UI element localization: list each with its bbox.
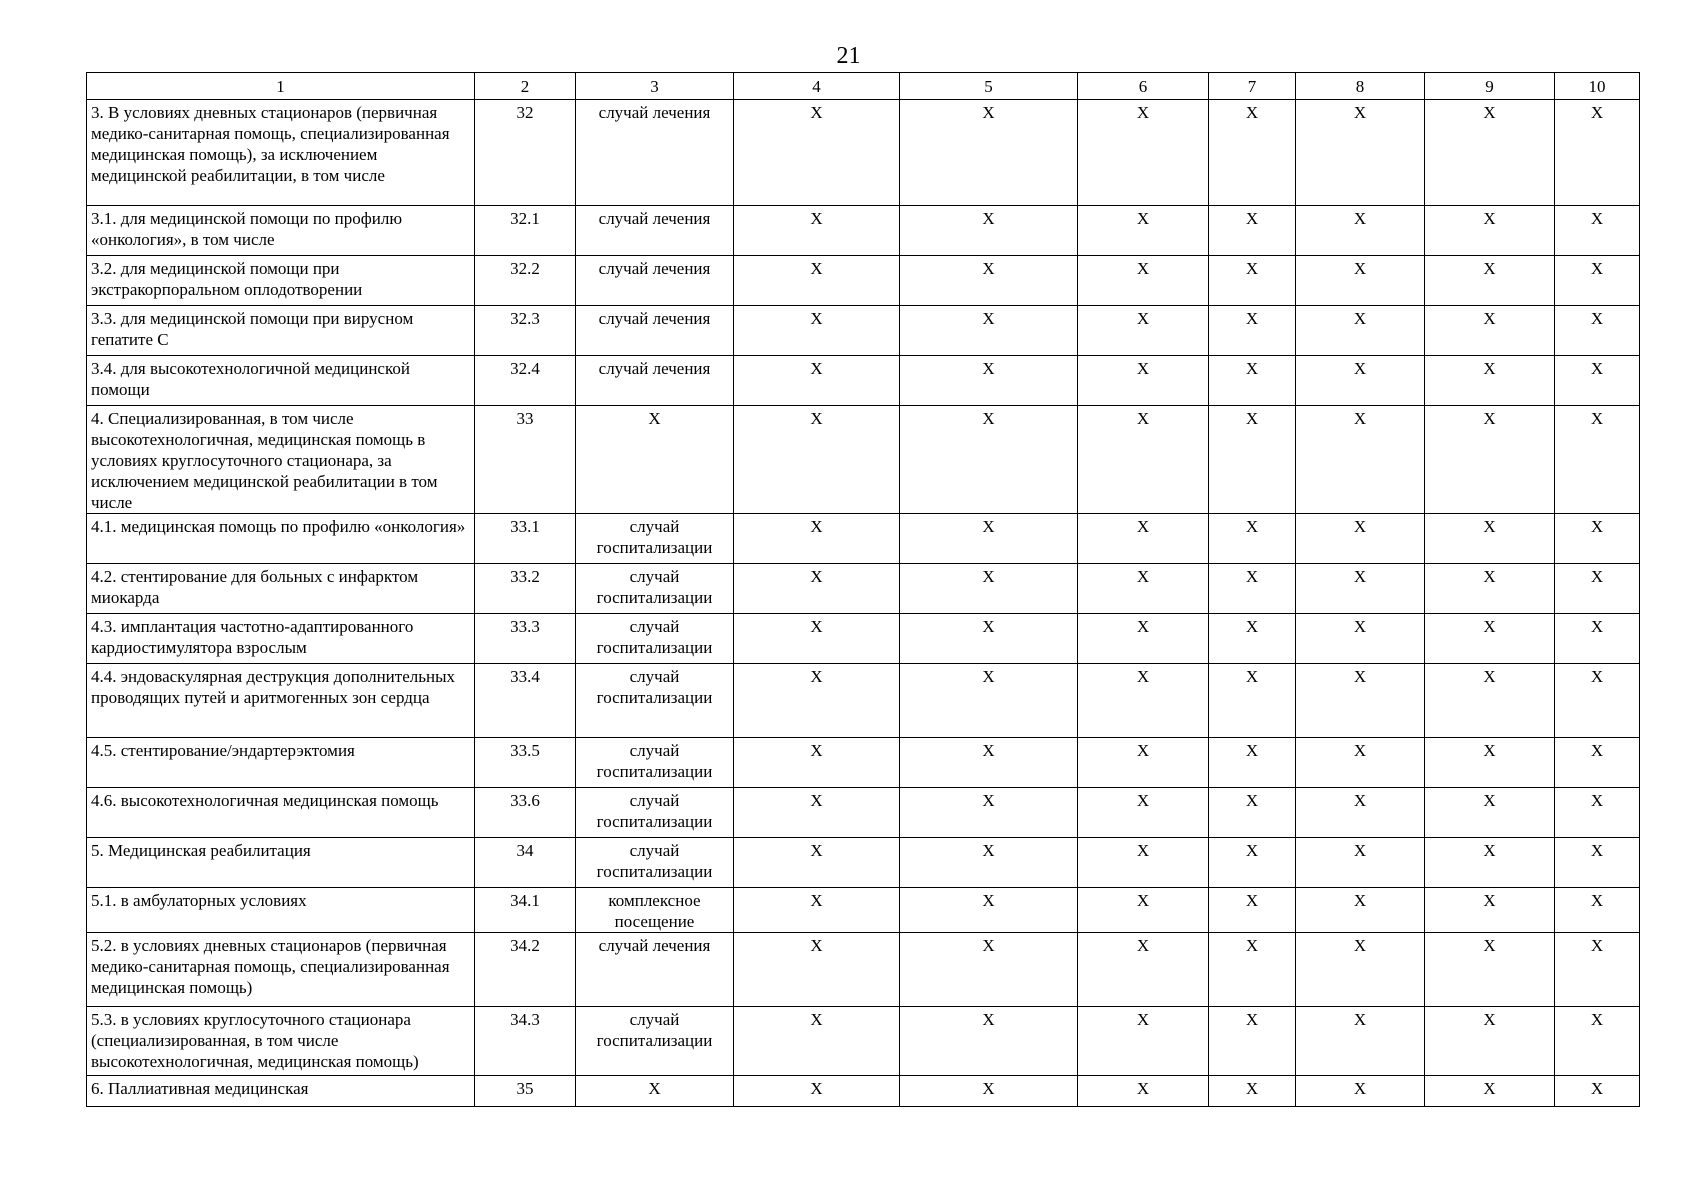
row-value-cell: X	[1555, 738, 1640, 788]
row-name: 4.2. стентирование для больных с инфарктом миокарда	[87, 564, 475, 614]
header-row	[87, 73, 1640, 100]
row-value-cell: X	[1296, 406, 1425, 514]
row-name: 4.4. эндоваскулярная деструкция дополнительных проводящих путей и аритмогенных зон сердца	[87, 664, 475, 738]
row-value-cell: X	[1296, 256, 1425, 306]
row-code: 32.1	[475, 206, 576, 256]
row-value-cell: X	[900, 100, 1078, 206]
row-code: 33.3	[475, 614, 576, 664]
row-value-cell: X	[734, 564, 900, 614]
column-header: 4	[734, 73, 900, 100]
row-unit: случай госпитализации	[576, 788, 734, 838]
row-unit: случай госпитализации	[576, 838, 734, 888]
row-value-cell: X	[1555, 256, 1640, 306]
page-number: 21	[836, 43, 861, 69]
row-code: 34.3	[475, 1007, 576, 1076]
row-unit: случай госпитализации	[576, 1007, 734, 1076]
row-value-cell: X	[734, 1076, 900, 1107]
row-code: 34	[475, 838, 576, 888]
table-row	[87, 1007, 1640, 1076]
row-code: 34.1	[475, 888, 576, 933]
row-unit: случай лечения	[576, 206, 734, 256]
row-name: 3.4. для высокотехнологичной медицинской помощи	[87, 356, 475, 406]
row-name: 4. Специализированная, в том числе высокотехнологичная, медицинская помощь в условиях круглосуточного стационара, за исключением медицинской реабилитации в том числе	[87, 406, 475, 514]
row-value-cell: X	[1209, 306, 1296, 356]
row-name: 3.2. для медицинской помощи при экстракорпоральном оплодотворении	[87, 256, 475, 306]
row-value-cell: X	[1078, 888, 1209, 933]
row-value-cell: X	[1425, 564, 1555, 614]
row-name: 4.5. стентирование/эндартерэктомия	[87, 738, 475, 788]
row-value-cell: X	[734, 933, 900, 1007]
row-value-cell: X	[1078, 1076, 1209, 1107]
row-value-cell: X	[1209, 256, 1296, 306]
row-value-cell: X	[1425, 664, 1555, 738]
row-value-cell: X	[900, 206, 1078, 256]
column-header: 6	[1078, 73, 1209, 100]
row-value-cell: X	[1425, 933, 1555, 1007]
row-unit: случай лечения	[576, 256, 734, 306]
row-value-cell: X	[1209, 356, 1296, 406]
row-value-cell: X	[1425, 788, 1555, 838]
row-code: 33.2	[475, 564, 576, 614]
row-value-cell: X	[900, 306, 1078, 356]
row-value-cell: X	[1425, 306, 1555, 356]
row-name: 3. В условиях дневных стационаров (первичная медико-санитарная помощь, специализированная медицинская помощь), за исключением медицинской реабилитации, в том числе	[87, 100, 475, 206]
row-unit: X	[576, 1076, 734, 1107]
data-table	[86, 72, 1640, 1107]
table-row	[87, 614, 1640, 664]
table-row	[87, 206, 1640, 256]
row-value-cell: X	[1078, 1007, 1209, 1076]
row-value-cell: X	[1296, 614, 1425, 664]
row-value-cell: X	[1209, 614, 1296, 664]
row-name: 6. Паллиативная медицинская	[87, 1076, 475, 1107]
row-value-cell: X	[734, 256, 900, 306]
row-name: 3.1. для медицинской помощи по профилю «онкология», в том числе	[87, 206, 475, 256]
row-value-cell: X	[734, 1007, 900, 1076]
row-value-cell: X	[900, 838, 1078, 888]
row-code: 32.4	[475, 356, 576, 406]
row-value-cell: X	[1555, 100, 1640, 206]
row-value-cell: X	[734, 206, 900, 256]
row-value-cell: X	[1296, 206, 1425, 256]
table-row	[87, 1076, 1640, 1107]
row-code: 33.4	[475, 664, 576, 738]
row-code: 33	[475, 406, 576, 514]
row-value-cell: X	[1425, 356, 1555, 406]
table-row	[87, 564, 1640, 614]
row-name: 3.3. для медицинской помощи при вирусном гепатите С	[87, 306, 475, 356]
row-value-cell: X	[1296, 306, 1425, 356]
table-row	[87, 933, 1640, 1007]
row-unit: случай лечения	[576, 100, 734, 206]
row-value-cell: X	[1296, 933, 1425, 1007]
row-code: 33.5	[475, 738, 576, 788]
row-value-cell: X	[734, 838, 900, 888]
column-header: 5	[900, 73, 1078, 100]
row-name: 5.3. в условиях круглосуточного стационара (специализированная, в том числе высокотехнологичная, медицинская помощь)	[87, 1007, 475, 1076]
row-unit: случай госпитализации	[576, 614, 734, 664]
row-unit: случай лечения	[576, 933, 734, 1007]
row-value-cell: X	[1555, 664, 1640, 738]
row-name: 4.1. медицинская помощь по профилю «онкология»	[87, 514, 475, 564]
row-value-cell: X	[900, 564, 1078, 614]
row-value-cell: X	[900, 888, 1078, 933]
row-value-cell: X	[1296, 100, 1425, 206]
table-row	[87, 838, 1640, 888]
row-value-cell: X	[1078, 788, 1209, 838]
row-value-cell: X	[900, 614, 1078, 664]
row-value-cell: X	[1425, 738, 1555, 788]
row-unit: случай госпитализации	[576, 738, 734, 788]
row-value-cell: X	[1078, 100, 1209, 206]
row-value-cell: X	[1425, 888, 1555, 933]
row-value-cell: X	[1555, 614, 1640, 664]
row-value-cell: X	[734, 306, 900, 356]
row-value-cell: X	[1209, 1076, 1296, 1107]
row-value-cell: X	[900, 356, 1078, 406]
column-header: 1	[87, 73, 475, 100]
row-value-cell: X	[1425, 514, 1555, 564]
row-value-cell: X	[734, 888, 900, 933]
row-value-cell: X	[1555, 1007, 1640, 1076]
row-value-cell: X	[900, 514, 1078, 564]
row-value-cell: X	[1078, 406, 1209, 514]
row-value-cell: X	[734, 788, 900, 838]
row-value-cell: X	[900, 738, 1078, 788]
row-value-cell: X	[1296, 664, 1425, 738]
column-header: 3	[576, 73, 734, 100]
row-value-cell: X	[1209, 100, 1296, 206]
row-value-cell: X	[1555, 406, 1640, 514]
row-value-cell: X	[900, 1076, 1078, 1107]
row-value-cell: X	[900, 664, 1078, 738]
table-row	[87, 306, 1640, 356]
row-value-cell: X	[1296, 564, 1425, 614]
row-value-cell: X	[1078, 738, 1209, 788]
row-unit: случай лечения	[576, 356, 734, 406]
column-header: 7	[1209, 73, 1296, 100]
row-value-cell: X	[1555, 356, 1640, 406]
row-value-cell: X	[1296, 788, 1425, 838]
row-name: 4.3. имплантация частотно-адаптированного кардиостимулятора взрослым	[87, 614, 475, 664]
row-code: 34.2	[475, 933, 576, 1007]
row-value-cell: X	[1555, 564, 1640, 614]
row-value-cell: X	[1425, 406, 1555, 514]
row-value-cell: X	[734, 100, 900, 206]
row-value-cell: X	[900, 788, 1078, 838]
row-value-cell: X	[900, 933, 1078, 1007]
table-row	[87, 888, 1640, 933]
row-value-cell: X	[1555, 888, 1640, 933]
row-value-cell: X	[1209, 564, 1296, 614]
row-value-cell: X	[1296, 888, 1425, 933]
row-value-cell: X	[1555, 1076, 1640, 1107]
row-unit: случай госпитализации	[576, 514, 734, 564]
row-unit: случай госпитализации	[576, 564, 734, 614]
table-body	[87, 100, 1640, 1107]
row-value-cell: X	[900, 406, 1078, 514]
row-value-cell: X	[1555, 306, 1640, 356]
row-value-cell: X	[1209, 206, 1296, 256]
table-row	[87, 100, 1640, 206]
row-value-cell: X	[1209, 838, 1296, 888]
column-header: 8	[1296, 73, 1425, 100]
row-value-cell: X	[1425, 256, 1555, 306]
row-unit: случай лечения	[576, 306, 734, 356]
row-value-cell: X	[1209, 738, 1296, 788]
row-code: 35	[475, 1076, 576, 1107]
row-value-cell: X	[900, 256, 1078, 306]
row-value-cell: X	[1078, 933, 1209, 1007]
row-value-cell: X	[1296, 838, 1425, 888]
row-value-cell: X	[1555, 788, 1640, 838]
row-value-cell: X	[1425, 838, 1555, 888]
row-name: 5.2. в условиях дневных стационаров (первичная медико-санитарная помощь, специализированная медицинская помощь)	[87, 933, 475, 1007]
row-value-cell: X	[1555, 514, 1640, 564]
row-value-cell: X	[1078, 306, 1209, 356]
row-value-cell: X	[1425, 100, 1555, 206]
row-code: 33.6	[475, 788, 576, 838]
row-value-cell: X	[1425, 1007, 1555, 1076]
row-value-cell: X	[1425, 614, 1555, 664]
row-value-cell: X	[1209, 888, 1296, 933]
table-row	[87, 788, 1640, 838]
row-value-cell: X	[900, 1007, 1078, 1076]
row-value-cell: X	[1296, 1076, 1425, 1107]
table-row	[87, 406, 1640, 514]
row-value-cell: X	[1078, 256, 1209, 306]
row-value-cell: X	[734, 738, 900, 788]
row-value-cell: X	[1078, 838, 1209, 888]
row-value-cell: X	[1209, 933, 1296, 1007]
row-value-cell: X	[1425, 1076, 1555, 1107]
column-header: 9	[1425, 73, 1555, 100]
row-value-cell: X	[734, 514, 900, 564]
row-value-cell: X	[1209, 664, 1296, 738]
column-header: 2	[475, 73, 576, 100]
row-value-cell: X	[734, 664, 900, 738]
row-value-cell: X	[1078, 614, 1209, 664]
row-value-cell: X	[1555, 933, 1640, 1007]
row-unit: X	[576, 406, 734, 514]
table-row	[87, 664, 1640, 738]
row-value-cell: X	[1078, 664, 1209, 738]
row-value-cell: X	[1555, 838, 1640, 888]
table-row	[87, 256, 1640, 306]
row-name: 4.6. высокотехнологичная медицинская помощь	[87, 788, 475, 838]
row-code: 33.1	[475, 514, 576, 564]
row-value-cell: X	[1296, 514, 1425, 564]
row-value-cell: X	[1296, 1007, 1425, 1076]
row-value-cell: X	[1296, 738, 1425, 788]
row-value-cell: X	[1078, 514, 1209, 564]
row-value-cell: X	[1209, 788, 1296, 838]
row-name: 5.1. в амбулаторных условиях	[87, 888, 475, 933]
row-unit: комплексное посещение	[576, 888, 734, 933]
row-value-cell: X	[734, 406, 900, 514]
row-value-cell: X	[1209, 406, 1296, 514]
row-code: 32	[475, 100, 576, 206]
row-unit: случай госпитализации	[576, 664, 734, 738]
row-name: 5. Медицинская реабилитация	[87, 838, 475, 888]
row-value-cell: X	[734, 356, 900, 406]
row-value-cell: X	[1555, 206, 1640, 256]
row-value-cell: X	[1296, 356, 1425, 406]
row-value-cell: X	[1209, 514, 1296, 564]
table-row	[87, 356, 1640, 406]
column-header: 10	[1555, 73, 1640, 100]
table-row	[87, 514, 1640, 564]
row-value-cell: X	[1078, 206, 1209, 256]
table-row	[87, 738, 1640, 788]
row-value-cell: X	[1078, 356, 1209, 406]
row-code: 32.2	[475, 256, 576, 306]
row-value-cell: X	[1209, 1007, 1296, 1076]
row-value-cell: X	[734, 614, 900, 664]
row-code: 32.3	[475, 306, 576, 356]
row-value-cell: X	[1078, 564, 1209, 614]
row-value-cell: X	[1425, 206, 1555, 256]
